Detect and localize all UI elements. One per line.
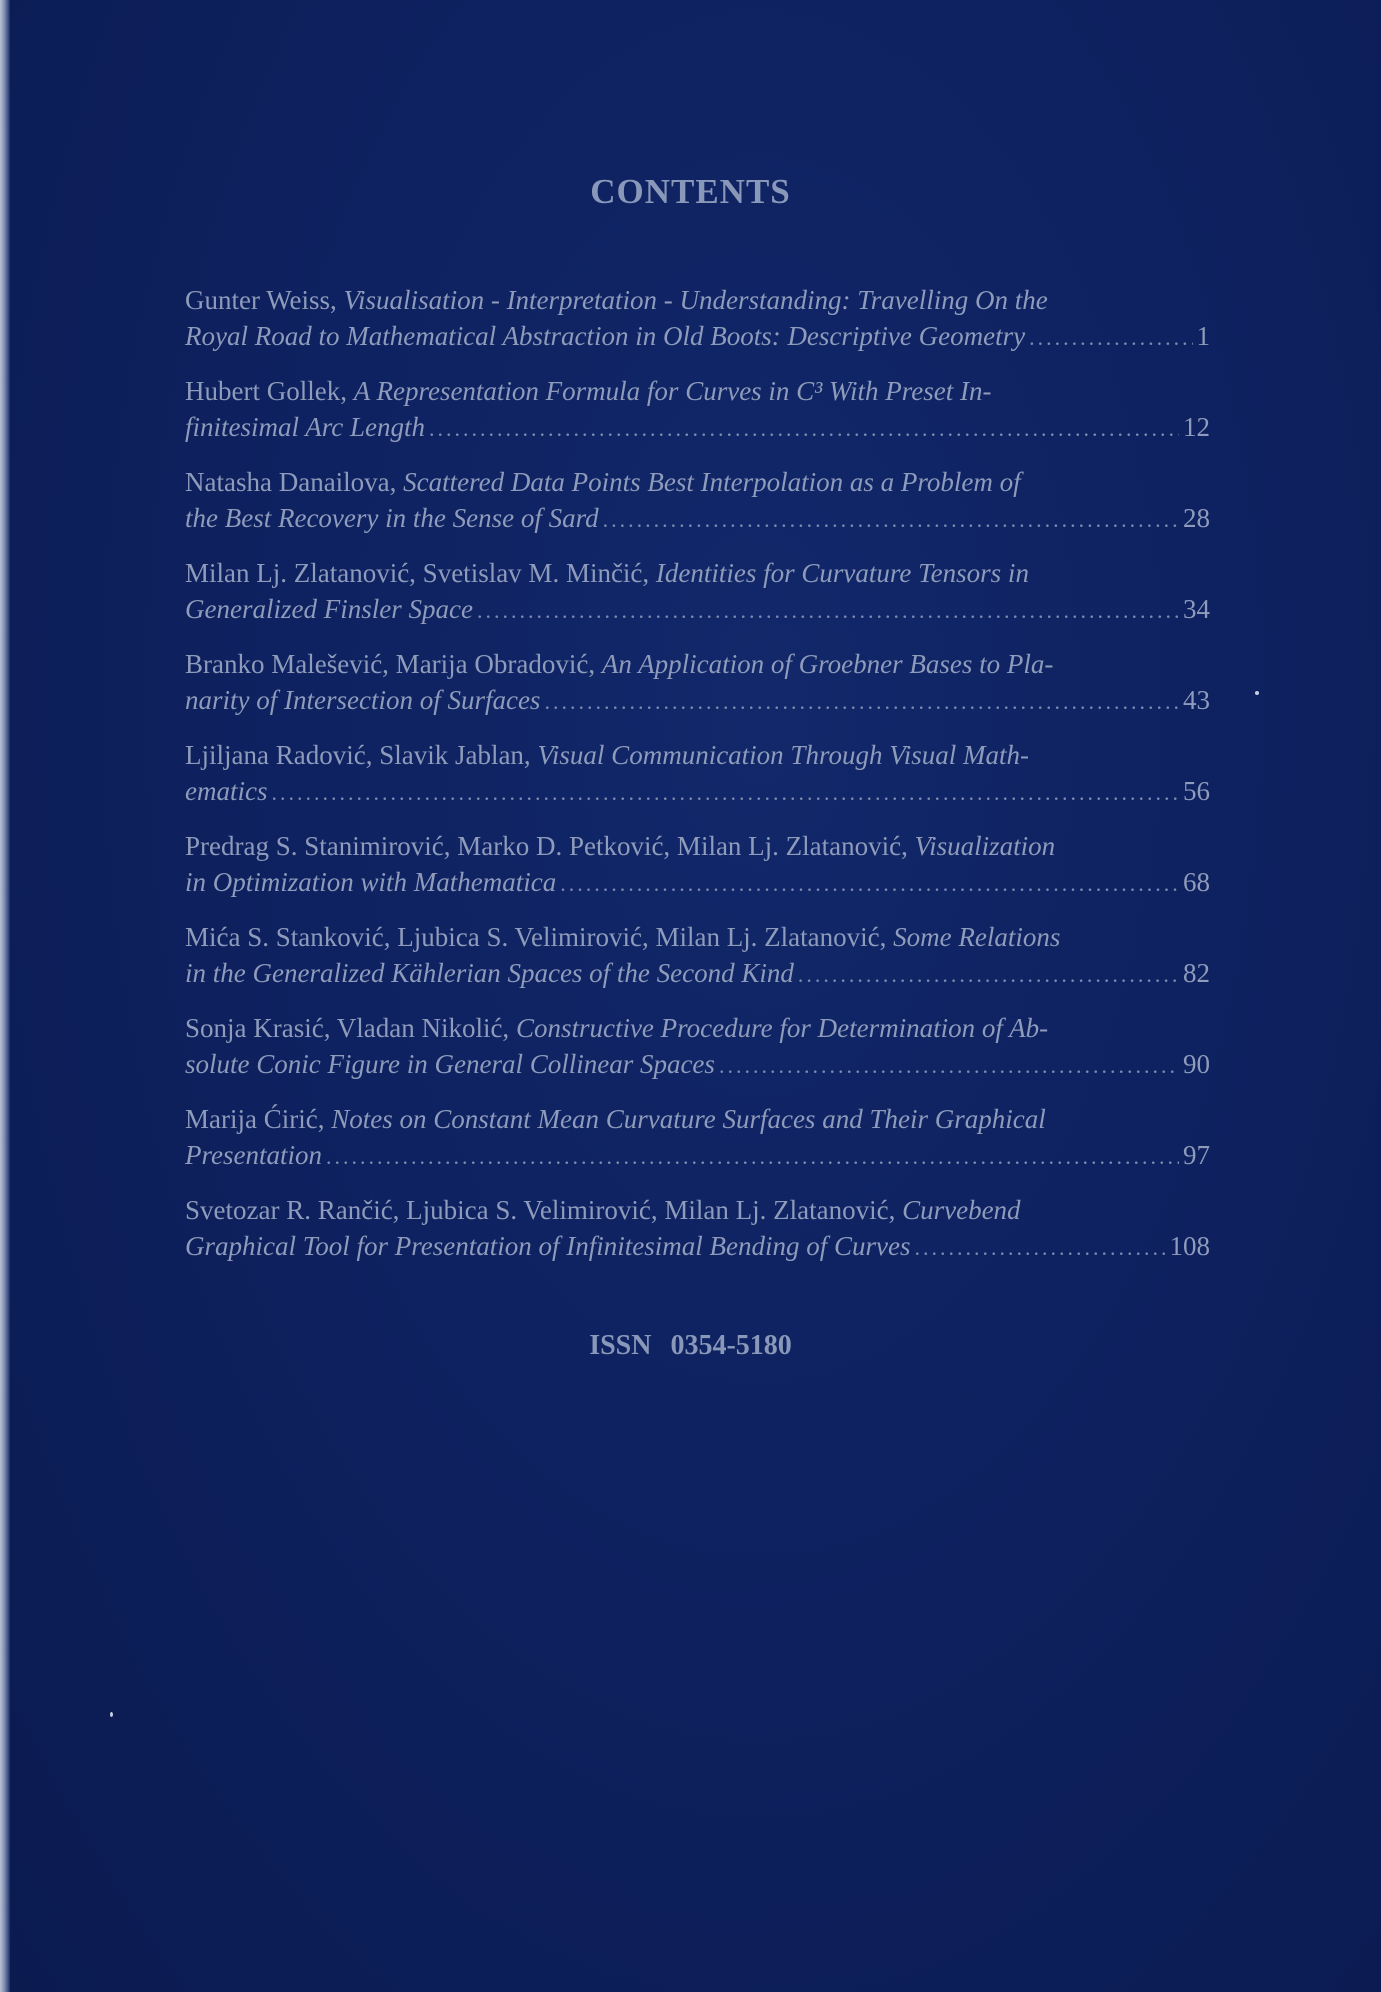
toc-entry — [185, 919, 1210, 993]
toc-entry — [185, 646, 1210, 720]
paper-speck — [110, 1712, 113, 1717]
toc-entry-title: A Representation Formula for Curves in C³ With Preset In- — [353, 376, 992, 406]
toc-entry-title: Constructive Procedure for Determination of Ab- — [515, 1013, 1049, 1043]
toc-entry-page: 28 — [1183, 503, 1210, 533]
toc-entry-title-end: ematics — [185, 776, 268, 806]
toc-entry-page: 56 — [1183, 776, 1210, 806]
toc-leader-dots — [1029, 320, 1192, 356]
toc-entry-page: 90 — [1183, 1049, 1210, 1079]
toc-entry-authors: Gunter Weiss, — [185, 285, 344, 315]
toc-entry-title-end: narity of Intersection of Surfaces — [185, 685, 541, 715]
toc-leader-dots — [429, 411, 1179, 447]
toc-entry-authors: Mića S. Stanković, Ljubica S. Velimirović, Milan Lj. Zlatanović, — [185, 922, 894, 952]
toc-entry-authors: Natasha Danailova, — [185, 467, 404, 497]
toc-leader-dots — [798, 957, 1179, 993]
toc-entry — [185, 737, 1210, 811]
issn-number: ISSN 0354-5180 — [589, 1330, 792, 1361]
toc-entry-page: 82 — [1183, 958, 1210, 988]
toc-leader-dots — [477, 593, 1179, 629]
toc-entry-title-end: Generalized Finsler Space — [185, 594, 473, 624]
toc-entry-title: Visualization — [914, 831, 1056, 861]
toc-entry-page: 34 — [1183, 594, 1210, 624]
toc-entry-authors: Predrag S. Stanimirović, Marko D. Petković, Milan Lj. Zlatanović, — [185, 831, 915, 861]
toc-entry-title: Visualisation - Interpretation - Understanding: Travelling On the — [343, 285, 1048, 315]
toc-leader-dots — [326, 1139, 1179, 1175]
toc-entry-title-end: the Best Recovery in the Sense of Sard — [185, 503, 599, 533]
paper-speck — [1255, 691, 1259, 695]
toc-entry-authors: Hubert Gollek, — [185, 376, 354, 406]
toc-entry-title: Scattered Data Points Best Interpolation as a Problem of — [403, 467, 1021, 497]
toc-entry-title: An Application of Groebner Bases to Pla- — [601, 649, 1054, 679]
toc-entry-title-end: Graphical Tool for Presentation of Infinitesimal Bending of Curves — [185, 1231, 911, 1261]
toc-leader-dots — [719, 1048, 1179, 1084]
toc-entry-title: Identities for Curvature Tensors in — [655, 558, 1029, 588]
toc-entry-page: 1 — [1196, 321, 1210, 351]
cover-spine-edge — [0, 0, 10, 1992]
toc-entry-page: 12 — [1183, 412, 1210, 442]
table-of-contents — [185, 282, 1210, 1283]
toc-entry — [185, 282, 1210, 356]
toc-entry-page: 108 — [1169, 1231, 1210, 1261]
toc-leader-dots — [271, 775, 1179, 811]
toc-entry-title-end: Royal Road to Mathematical Abstraction in Old Boots: Descriptive Geometry — [185, 321, 1026, 351]
toc-entry — [185, 1192, 1210, 1266]
toc-entry-title: Notes on Constant Mean Curvature Surfaces and Their Graphical — [331, 1104, 1046, 1134]
toc-leader-dots — [603, 502, 1179, 538]
toc-entry-title: Curvebend — [902, 1195, 1021, 1225]
toc-entry-title-end: solute Conic Figure in General Collinear Spaces — [185, 1049, 715, 1079]
toc-entry-authors: Svetozar R. Rančić, Ljubica S. Velimirović, Milan Lj. Zlatanović, — [185, 1195, 903, 1225]
toc-entry-authors: Sonja Krasić, Vladan Nikolić, — [185, 1013, 516, 1043]
toc-entry — [185, 373, 1210, 447]
contents-heading: CONTENTS — [590, 172, 791, 211]
toc-entry-page: 43 — [1183, 685, 1210, 715]
toc-entry-title-end: in the Generalized Kählerian Spaces of the Second Kind — [185, 958, 794, 988]
toc-leader-dots — [544, 684, 1179, 720]
toc-entry-title: Visual Communication Through Visual Math- — [537, 740, 1029, 770]
toc-entry-authors: Milan Lj. Zlatanović, Svetislav M. Minčić, — [185, 558, 656, 588]
toc-entry — [185, 555, 1210, 629]
toc-entry-authors: Branko Malešević, Marija Obradović, — [185, 649, 602, 679]
toc-entry-title-end: in Optimization with Mathematica — [185, 867, 557, 897]
toc-entry — [185, 1010, 1210, 1084]
toc-entry — [185, 464, 1210, 538]
toc-entry-page: 68 — [1183, 867, 1210, 897]
toc-leader-dots — [560, 866, 1179, 902]
toc-entry-title-end: Presentation — [185, 1140, 322, 1170]
toc-entry — [185, 1101, 1210, 1175]
toc-entry-authors: Ljiljana Radović, Slavik Jablan, — [185, 740, 538, 770]
toc-entry — [185, 828, 1210, 902]
toc-entry-title-end: finitesimal Arc Length — [185, 412, 425, 442]
toc-leader-dots — [914, 1230, 1165, 1266]
toc-entry-page: 97 — [1183, 1140, 1210, 1170]
toc-entry-title: Some Relations — [893, 922, 1061, 952]
toc-entry-authors: Marija Ćirić, — [185, 1104, 332, 1134]
